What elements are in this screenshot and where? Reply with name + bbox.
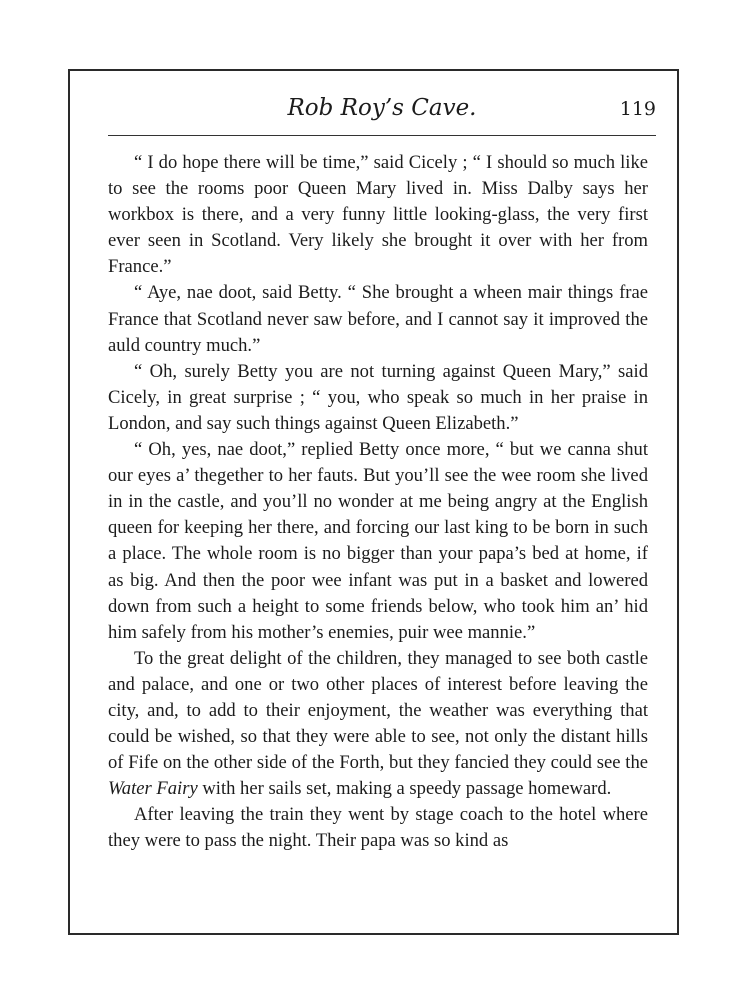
- body-text: [108, 150, 648, 855]
- paragraph-text: with her sails set, making a speedy passage homeward.: [197, 778, 612, 800]
- paragraph: “ Aye, nae doot, said Betty. “ She brought a wheen mair things frae France that Scotland never saw before, and I cannot say it improved the auld country much.”: [108, 282, 648, 356]
- paragraph: After leaving the train they went by stage coach to the hotel where they were to pass the night. Their papa was so kind as: [108, 804, 648, 852]
- running-head: [108, 93, 656, 127]
- page-number: 119: [619, 98, 656, 120]
- paragraph-text: To the great delight of the children, they managed to see both castle and palace, and one or two other places of interest before leaving the city, and, to add to their enjoyment, the weather was everything that could be wished, so that they were able to see, not only the distant hills of Fife on the other side of the Forth, but they fancied they could see the: [108, 647, 648, 774]
- page-title: Rob Roy’s Cave.: [287, 95, 477, 121]
- paragraph: “ Oh, surely Betty you are not turning against Queen Mary,” said Cicely, in great surprise ; “ you, who speak so much in her praise in London, and say such things against Queen Elizabeth.”: [108, 360, 648, 434]
- paragraph: “ Oh, yes, nae doot,” replied Betty once more, “ but we canna shut our eyes a’ thegether to her fauts. But you’ll see the wee room she lived in in the castle, and you’ll no wonder at me being angry at the English queen for keeping her there, and forcing our last king to be born in such a place. The whole room is no bigger than your papa’s bed at home, if as big. And then the poor wee infant was put in a basket and lowered down from such a height to some friends below, who took him an’ hid him safely from his mother’s enemies, puir wee mannie.”: [108, 439, 648, 643]
- ship-name: Water Fairy: [108, 778, 198, 800]
- paragraph: “ I do hope there will be time,” said Cicely ; “ I should so much like to see the rooms poor Queen Mary lived in. Miss Dalby says her workbox is there, and a very funny little looking-glass, the very first ever seen in Scotland. Very likely she brought it over with her from France.”: [108, 152, 648, 278]
- header-rule: [108, 135, 656, 136]
- paragraph: [108, 646, 648, 803]
